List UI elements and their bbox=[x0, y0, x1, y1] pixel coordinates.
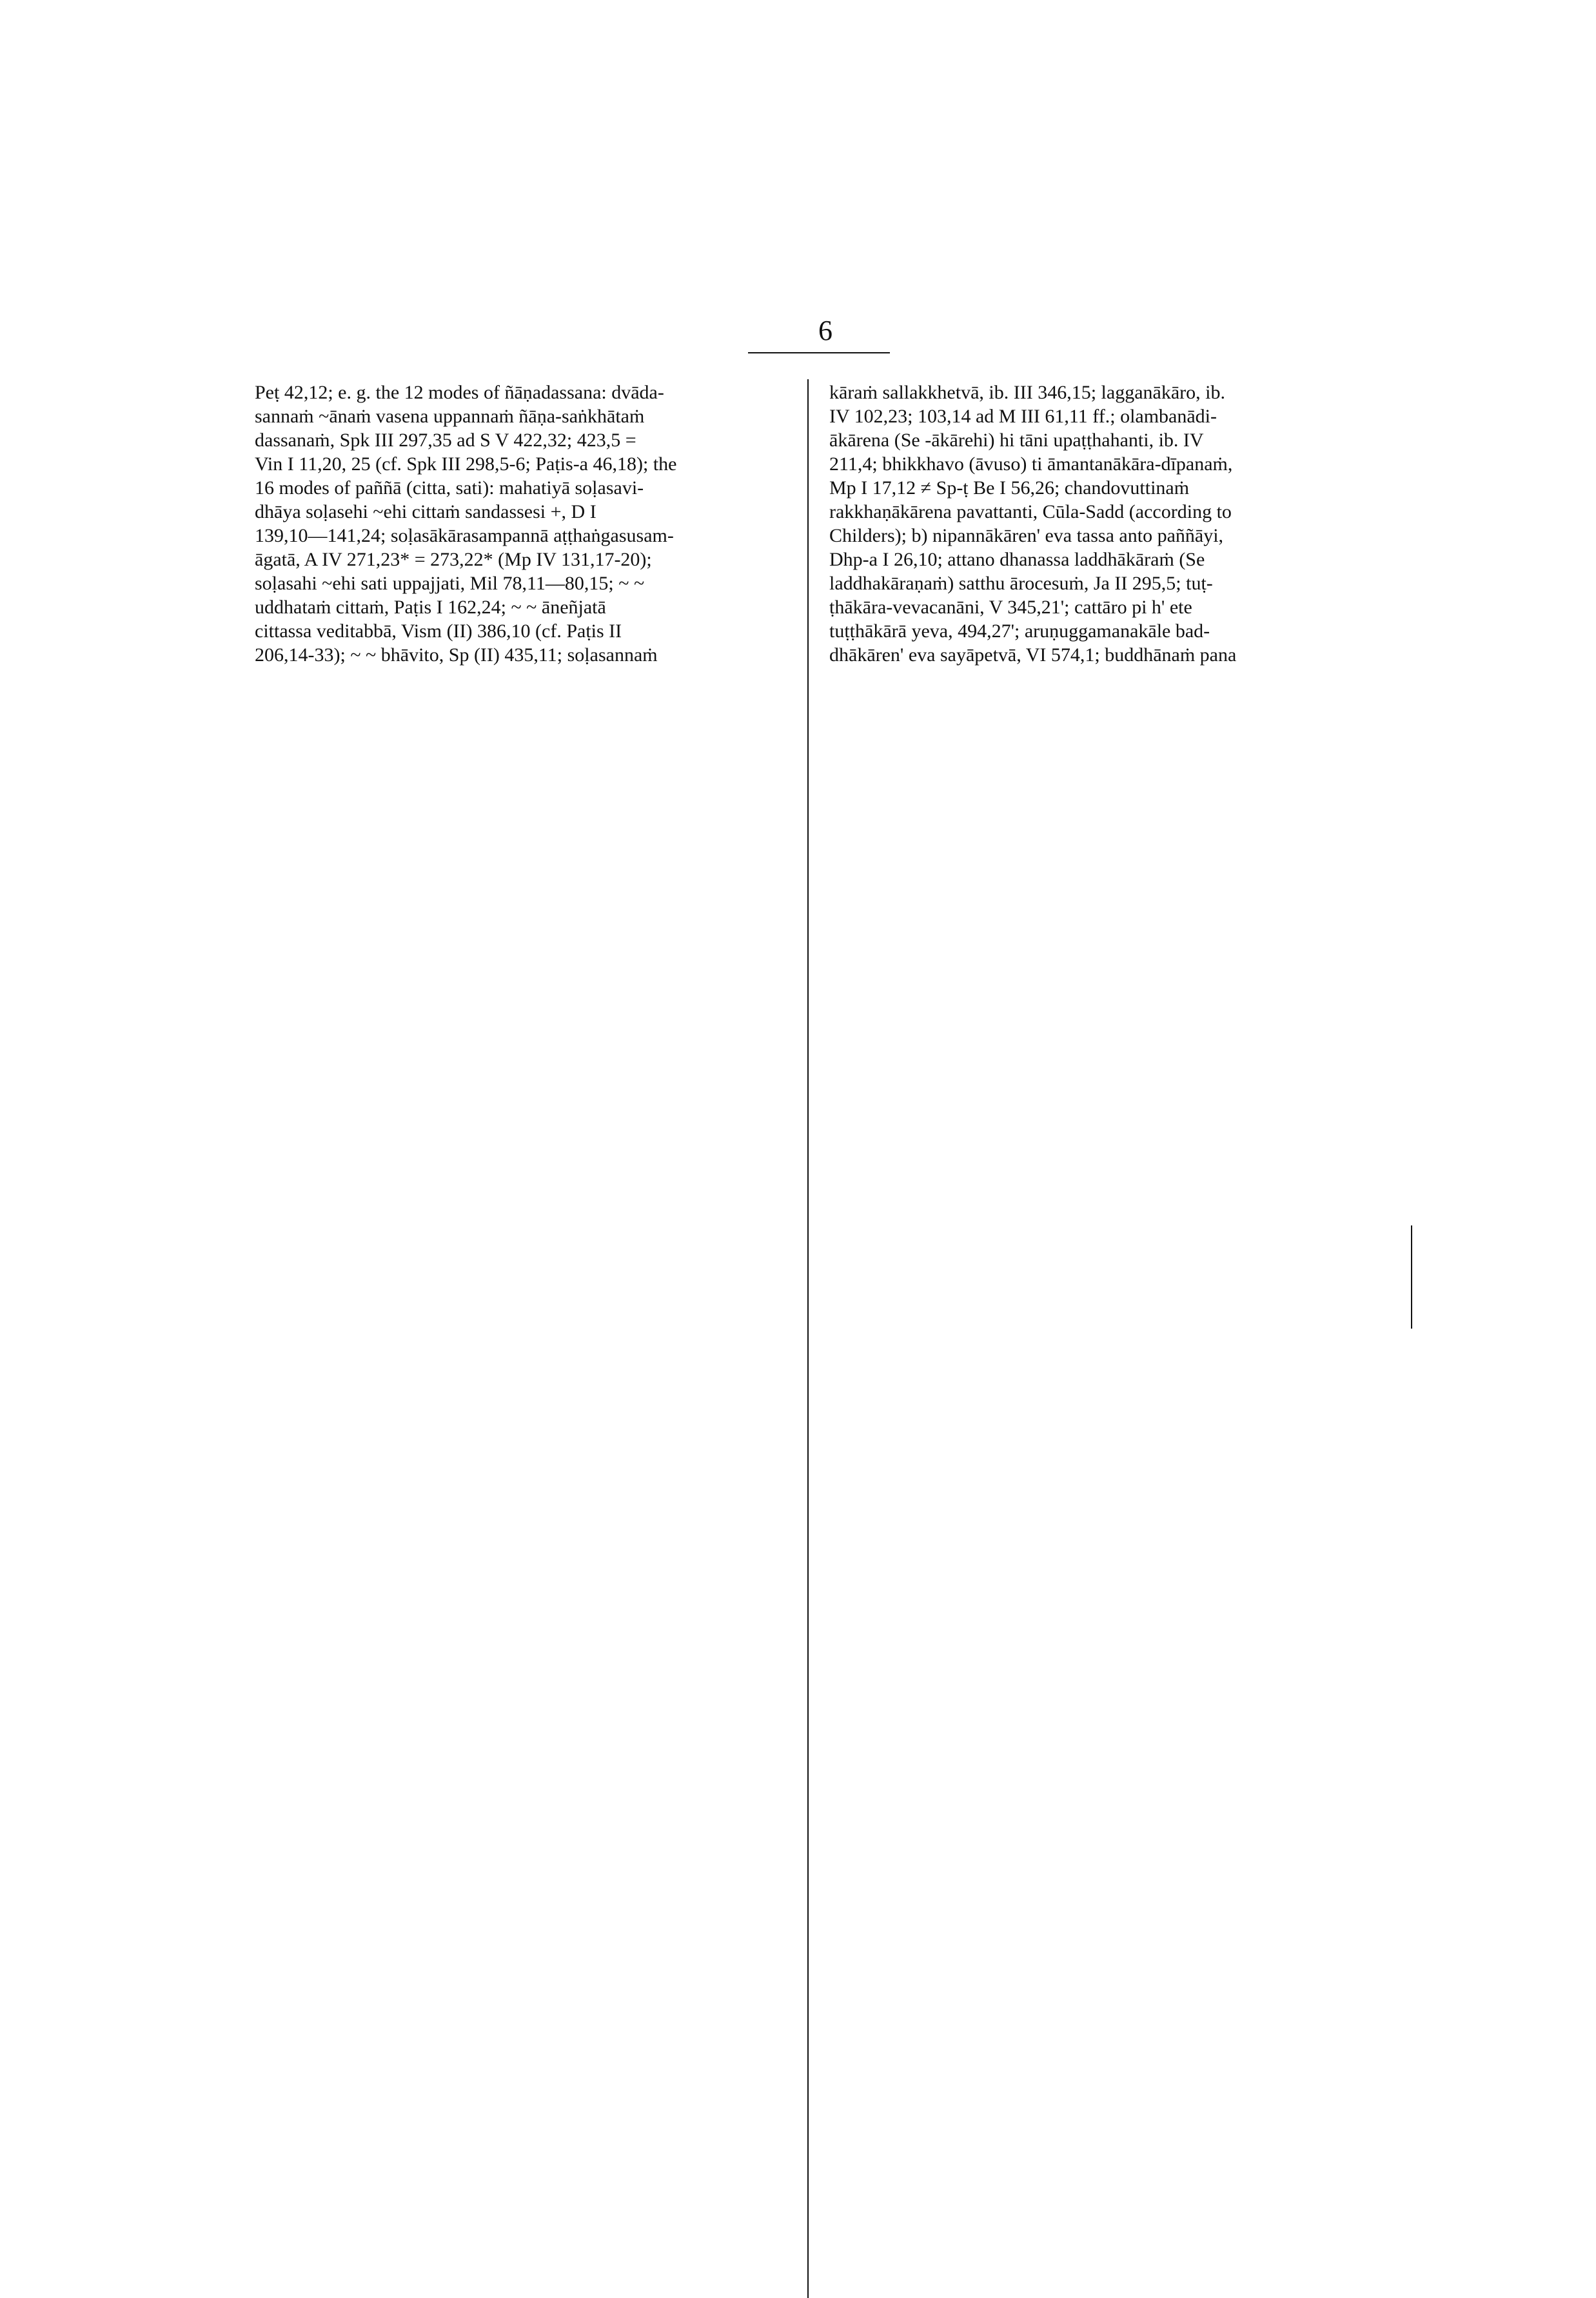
left-line: dassanaṁ, Spk III 297,35 ad S V 422,32; 423,5 = bbox=[255, 430, 636, 451]
page-number: 6 bbox=[818, 315, 832, 346]
left-line: Peṭ 42,12; e. g. the 12 modes of ñāṇadassana: dvāda- bbox=[255, 382, 664, 403]
right-line: ṭhākāra-vevacanāni, V 345,21'; cattāro pi h' ete bbox=[829, 597, 1192, 618]
left-line: sannaṁ ~ānaṁ vasena uppannaṁ ñāṇa-saṅkhātaṁ bbox=[255, 406, 645, 427]
right-line: Childers); b) nipannākāren' eva tassa anto paññāyi, bbox=[829, 525, 1224, 546]
right-column bbox=[829, 381, 1410, 667]
right-line: Mp I 17,12 ≠ Sp-ṭ Be I 56,26; chandovuttinaṁ bbox=[829, 477, 1190, 499]
right-line: Dhp-a I 26,10; attano dhanassa laddhākāraṁ (Se bbox=[829, 549, 1205, 570]
right-line: rakkhaṇākārena pavattanti, Cūla-Sadd (according to bbox=[829, 501, 1232, 522]
left-line: āgatā, A IV 271,23* = 273,22* (Mp IV 131,17-20); bbox=[255, 549, 652, 570]
left-line: dhāya soḷasehi ~ehi cittaṁ sandassesi +, D I bbox=[255, 501, 596, 522]
right-line: dhākāren' eva sayāpetvā, VI 574,1; buddhānaṁ pana bbox=[829, 644, 1237, 666]
left-line: 139,10—141,24; soḷasākārasampannā aṭṭhaṅgasusam- bbox=[255, 525, 674, 546]
left-line: uddhataṁ cittaṁ, Paṭis I 162,24; ~ ~ āneñjatā bbox=[255, 597, 606, 618]
left-line: cittassa veditabbā, Vism (II) 386,10 (cf. Paṭis II bbox=[255, 620, 622, 642]
right-line: IV 102,23; 103,14 ad M III 61,11 ff.; olambanādi- bbox=[829, 406, 1217, 427]
right-line: tuṭṭhākārā yeva, 494,27'; aruṇuggamanakāle bad- bbox=[829, 620, 1210, 642]
left-line: 206,14-33); ~ ~ bhāvito, Sp (II) 435,11; soḷasannaṁ bbox=[255, 644, 658, 666]
right-line: 211,4; bhikkhavo (āvuso) ti āmantanākāra-dīpanaṁ, bbox=[829, 453, 1233, 475]
column-divider bbox=[807, 379, 809, 2298]
right-line: kāraṁ sallakkhetvā, ib. III 346,15; lagganākāro, ib. bbox=[829, 382, 1225, 403]
left-line: soḷasahi ~ehi sati uppajjati, Mil 78,11—80,15; ~ ~ bbox=[255, 573, 645, 594]
right-line: ākārena (Se -ākārehi) hi tāni upaṭṭhahanti, ib. IV bbox=[829, 430, 1204, 451]
right-line: laddhakāraṇaṁ) satthu ārocesuṁ, Ja II 295,5; tuṭ- bbox=[829, 573, 1213, 594]
header-rule bbox=[748, 352, 890, 353]
left-line: Vin I 11,20, 25 (cf. Spk III 298,5-6; Paṭis-a 46,18); the bbox=[255, 453, 677, 475]
left-column bbox=[255, 381, 835, 667]
left-line: 16 modes of paññā (citta, sati): mahatiyā soḷasavi- bbox=[255, 477, 644, 499]
margin-mark bbox=[1411, 1225, 1412, 1329]
